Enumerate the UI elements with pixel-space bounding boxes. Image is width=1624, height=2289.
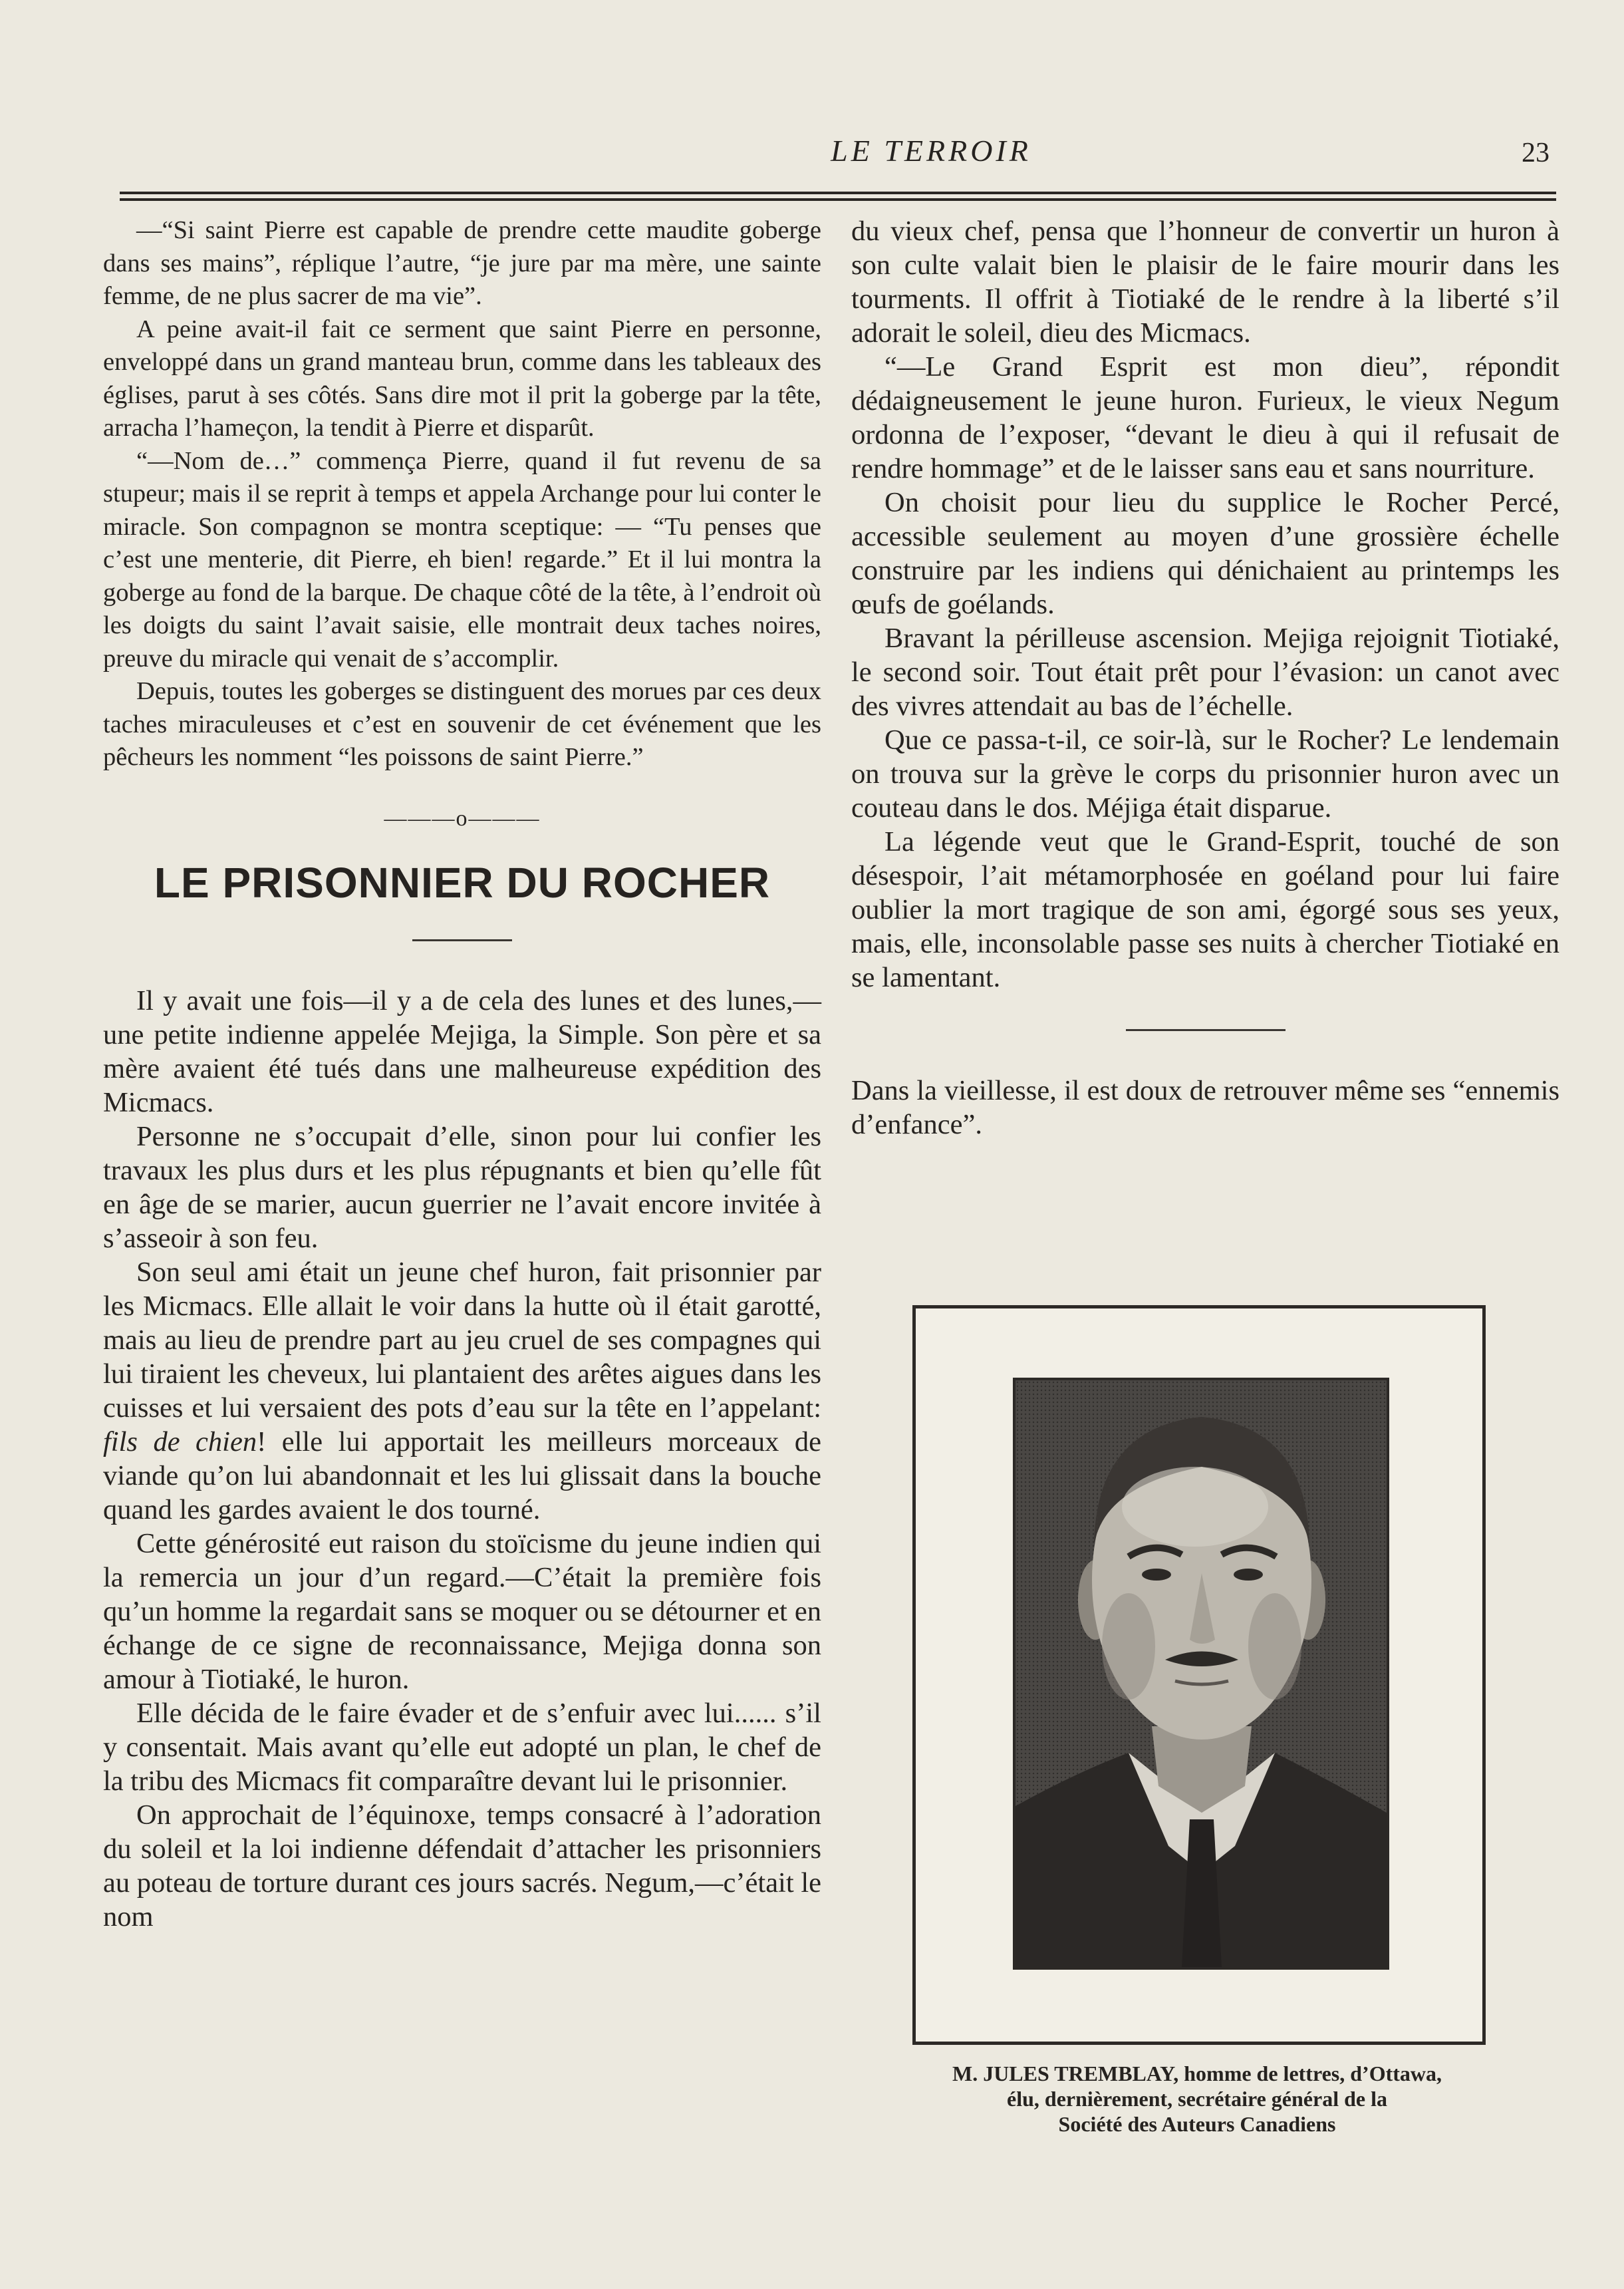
paragraph: Que ce passa-t-il, ce soir-là, sur le Rocher? Le lendemain on trouva sur la grève le corps du prisonnier huron avec un couteau dans le dos. Méjiga était disparue. [851, 724, 1559, 824]
paragraph: Il y avait une fois—il y a de cela des lunes et des lunes,—une petite indienne appelée Mejiga, la Simple. Son père et sa mère avaient été tués dans une malheureuse expédition des Micmacs. [103, 985, 821, 1118]
paragraph: —“Si saint Pierre est capable de prendre cette maudite goberge dans ses mains”, réplique l’autre, “je jure par ma mère, une sainte femme, de ne plus sacrer de ma vie”. [103, 216, 821, 310]
story-right [851, 214, 1559, 994]
caption-line: M. JULES TREMBLAY, homme de lettres, d’Ottawa, [952, 2061, 1442, 2085]
paragraph [103, 1255, 821, 1527]
paragraph: “—Le Grand Esprit est mon dieu”, répondit dédaigneusement le jeune huron. Furieux, le vieux Negum ordonna de l’exposer, “devant le dieu à qui il refusait de rendre hommage” et de le laisser sans eau et sans nourriture. [851, 351, 1559, 484]
filler [851, 1074, 1559, 1142]
page-number: 23 [1522, 138, 1550, 168]
caption-line: élu, dernièrement, secrétaire général de la [1007, 2087, 1387, 2111]
photo-caption [878, 2061, 1516, 2137]
paragraph: Elle décida de le faire évader et de s’enfuir avec lui...... s’il y consentait. Mais avant qu’elle eut adopté un plan, le chef de la tribu des Micmacs fit comparaître devant lui le prisonnier. [103, 1697, 821, 1797]
text-run: ! elle lui apportait les meilleurs morceaux de viande qu’on lui abandonnait et les lui glissait dans la bouche quand les gardes avaient le dos tourné. [103, 1426, 821, 1525]
paragraph: Bravant la périlleuse ascension. Mejiga rejoignit Tiotiaké, le second soir. Tout était prêt pour l’évasion: un canot avec des vivres attendait au bas de l’échelle. [851, 623, 1559, 722]
filler-paragraph: Dans la vieillesse, il est doux de retrouver même ses “ennemis d’enfance”. [851, 1075, 1559, 1140]
paragraph: Depuis, toutes les goberges se distinguent des morues par ces deux taches miraculeuses et c’est en souvenir de cet événement que les pêcheurs les nomment “les poissons de saint Pierre.” [103, 677, 821, 771]
header-double-rule [120, 192, 1556, 201]
story-left [103, 984, 821, 1934]
page-header [120, 125, 1556, 172]
section-separator: ———o——— [384, 806, 541, 831]
paragraph: Cette générosité eut raison du stoïcisme du jeune indien qui la remercia un jour d’un regard.—C’était la première fois qu’un homme la regardait sans se moquer ou se détourner et en échange de ce signe de reconnaissance, Mejiga donna son amour à Tiotiaké, le huron. [103, 1527, 821, 1695]
title-rule [412, 939, 512, 941]
left-column [103, 214, 821, 1934]
portrait-photo [1013, 1378, 1389, 1970]
paragraph: La légende veut que le Grand-Esprit, touché de son désespoir, l’ait métamorphosée en goéland pour lui faire oublier la mort tragique de son ami, égorgé sous ses yeux, mais, elle, inconsolable passe ses nuits à chercher Tiotiaké en se lamentant. [851, 826, 1559, 993]
italic-phrase: fils de chien [103, 1426, 257, 1457]
paragraph: On choisit pour lieu du supplice le Rocher Percé, accessible seulement au moyen d’une grossière échelle construire par les indiens qui dénichaient au printemps les œufs de goélands. [851, 487, 1559, 620]
legend-ending [103, 214, 821, 774]
paragraph: Personne ne s’occupait d’elle, sinon pour lui confier les travaux les plus durs et les plus répugnants et bien qu’elle fût en âge de se marier, aucun guerrier ne l’avait encore invitée à s’asseoir à son feu. [103, 1120, 821, 1254]
caption-line: Société des Auteurs Canadiens [1058, 2112, 1336, 2136]
paragraph: “—Nom de…” commença Pierre, quand il fut revenu de sa stupeur; mais il se reprit à temps et appela Archange pour lui conter le miracle. Son compagnon se montra sceptique: — “Tu penses que c’est une menterie, dit Pierre, eh bien! regarde.” Et il lui montra la goberge au fond de la barque. De chaque côté de la tête, à l’endroit où les doigts du saint l’avait saisie, elle montrait deux taches noires, preuve du miracle qui venait de s’accomplir. [103, 446, 821, 673]
paragraph: du vieux chef, pensa que l’honneur de convertir un huron à son culte valait bien le plaisir de le faire mourir dans les tourments. Il offrit à Tiotiaké de le rendre à la liberté s’il adorait le soleil, dieu des Micmacs. [851, 216, 1559, 349]
article-title: LE PRISONNIER DU ROCHER [154, 858, 771, 907]
portrait-frame [912, 1305, 1486, 2045]
text-run: Son seul ami était un jeune chef huron, fait prisonnier par les Micmacs. Elle allait le voir dans la hutte où il était garotté, mais au lieu de prendre part au jeu cruel de ses compagnes qui lui tiraient les cheveux, lui plantaient des arêtes aigues dans les cuisses et lui versaient des pots d’eau sur la tête en l’appelant: [103, 1256, 821, 1424]
running-title: LE TERROIR [831, 134, 1031, 168]
portrait-illustration [1015, 1380, 1387, 1967]
right-column [851, 214, 1559, 1142]
paragraph: A peine avait-il fait ce serment que saint Pierre en personne, enveloppé dans un grand manteau brun, comme dans les tableaux des églises, parut à ses côtés. Sans dire mot il prit la goberge par la tête, arracha l’hameçon, la tendit à Pierre et disparût. [103, 315, 821, 442]
paragraph: On approchait de l’équinoxe, temps consacré à l’adoration du soleil et la loi indienne défendait d’attacher les prisonniers au poteau de torture durant ces jours sacrés. Negum,—c’était le nom [103, 1799, 821, 1932]
section-rule [1126, 1029, 1286, 1031]
